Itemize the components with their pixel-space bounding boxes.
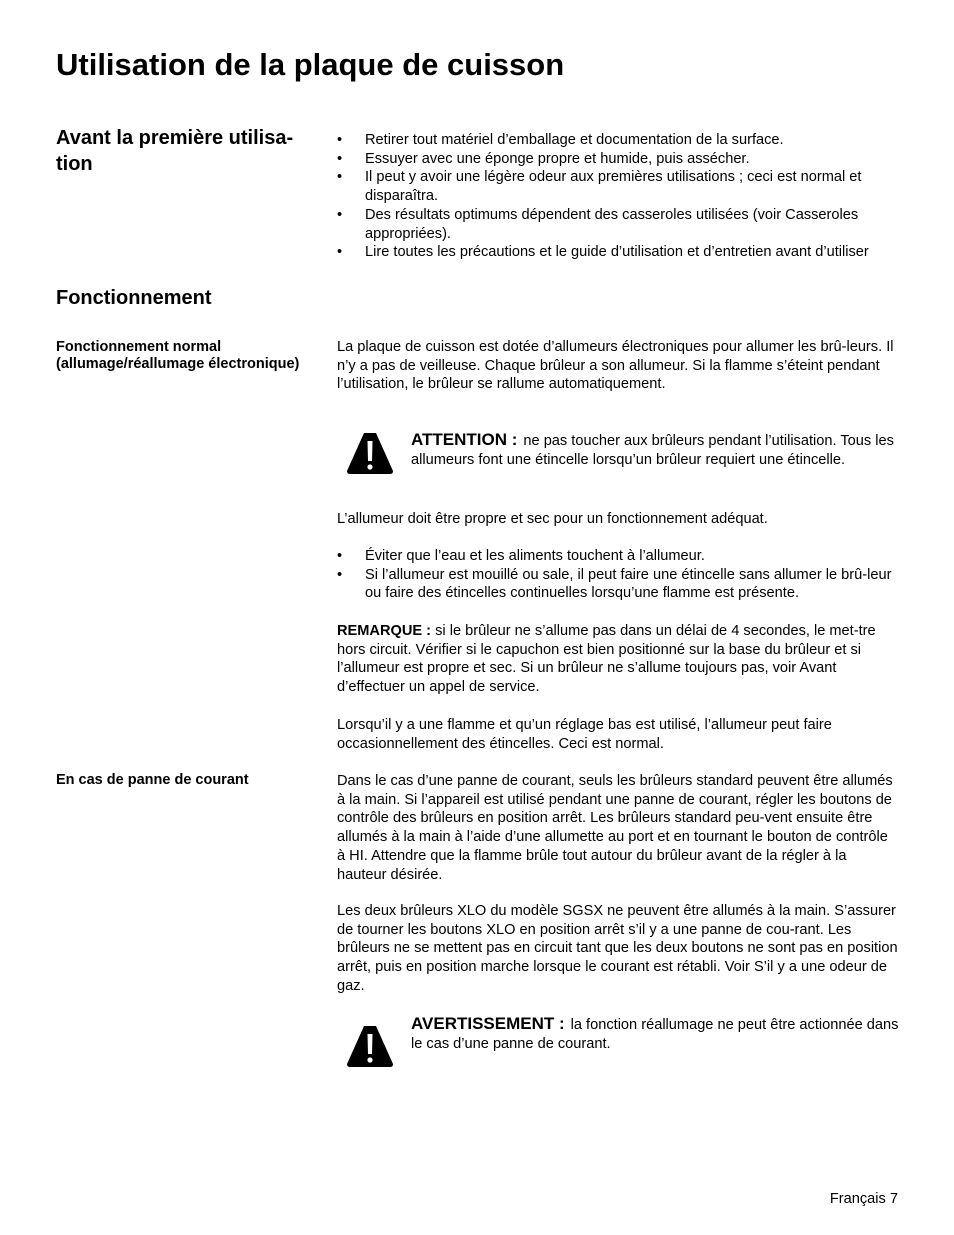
list-item: • Des résultats optimums dépendent des casseroles utilisées (voir Casseroles appropriées). (337, 206, 859, 242)
caution-notice (411, 431, 899, 469)
remark-text: si le brûleur ne s’allume pas dans un délai de 4 secondes, le met-tre hors circuit. Vérifier si le capuchon est bien positionné sur la base du brûleur et si l’allumeur est propre et sec. Si un brûleur ne s’allume toujours pas, voir Avant d’effectuer un appel de service. (337, 623, 876, 696)
caution-label: ATTENTION : (411, 430, 518, 449)
caution-text: ne pas toucher aux brûleurs pendant l’utilisation. Tous les allumeurs font une étincelle lorsqu’un brûleur requiert une étincelle. (411, 433, 894, 468)
section-heading-operation: Fonctionnement (56, 287, 212, 309)
list-item: • Retirer tout matériel d’emballage et documentation de la surface. (337, 132, 784, 148)
igniter-list (337, 547, 899, 603)
subheading-normal-operation: Fonctionnement normal (allumage/réallumage électronique) (56, 339, 300, 372)
bullet-icon: • (337, 169, 343, 186)
bullet-icon: • (337, 150, 343, 167)
bullet-icon: • (337, 244, 343, 261)
warning-text: la fonction réallumage ne peut être actionnée dans le cas d’une panne de courant. (411, 1017, 899, 1052)
remark-label: REMARQUE : (337, 623, 432, 639)
section-heading-before-first-use: Avant la première utilisa-tion (56, 127, 294, 175)
bullet-icon: • (337, 206, 343, 223)
power-failure-paragraph-2: Les deux brûleurs XLO du modèle SGSX ne peuvent être allumés à la main. S’assurer de tourner les boutons XLO en position arrêt s’il y a une panne de cou-rant. Les brûleurs ne se mettent pas en circuit tant que les deux boutons ne sont pas en position arrêt, puis en position marche lorsque le courant est rétabli. Voir S’il y a une odeur de gaz. (337, 903, 898, 994)
list-item: • Lire toutes les précautions et le guide d’utilisation et d’entretien avant d’utiliser (337, 244, 869, 261)
subheading-power-failure: En cas de panne de courant (56, 772, 249, 788)
list-item: • Si l’allumeur est mouillé ou sale, il peut faire une étincelle sans allumer le brû-leur ou faire des étincelles continuelles lorsqu’une flamme est présente. (337, 566, 892, 602)
list-item: • Il peut y avoir une légère odeur aux premières utilisations ; ceci est normal et disparaîtra. (337, 169, 862, 205)
warning-triangle-icon (346, 431, 394, 475)
low-flame-note: Lorsqu’il y a une flamme et qu’un réglage bas est utilisé, l’allumeur peut faire occasionnellement des étincelles. Ceci est normal. (337, 717, 832, 752)
bullet-icon: • (337, 548, 343, 564)
page-title: Utilisation de la plaque de cuisson (56, 47, 565, 82)
warning-label: AVERTISSEMENT : (411, 1014, 565, 1033)
remark-paragraph (337, 622, 899, 697)
list-item: • Éviter que l’eau et les aliments touchent à l’allumeur. (337, 548, 705, 564)
bullet-icon: • (337, 132, 343, 148)
normal-operation-intro: La plaque de cuisson est dotée d’allumeurs électroniques pour allumer les brû-leurs. Il n’y a pas de veilleuse. Chaque brûleur a son allumeur. Si la flamme s’éteint pendant l’utilisation, le brûleur se rallume automatiquement. (337, 339, 894, 393)
warning-triangle-icon (346, 1024, 394, 1068)
bullet-icon: • (337, 566, 343, 583)
page-number: Français 7 (829, 1191, 898, 1207)
power-failure-paragraph-1: Dans le cas d’une panne de courant, seuls les brûleurs standard peuvent être allumés à la main. Si l’appareil est utilisé pendant une panne de courant, régler les boutons de contrôle des brûleurs en position arrêt. Les brûleurs standard peu-vent ensuite être allumés à la main à l’aide d’une allumette au port et en tournant le bouton de contrôle à HI. Attendre que la flamme brûle tout autour du brûleur avant de la régler à la hauteur désirée. (337, 773, 893, 883)
warning-notice (411, 1015, 899, 1053)
list-item: • Essuyer avec une éponge propre et humide, puis assécher. (337, 150, 750, 167)
before-use-list (337, 131, 899, 262)
igniter-note: L’allumeur doit être propre et sec pour un fonctionnement adéquat. (337, 511, 768, 527)
